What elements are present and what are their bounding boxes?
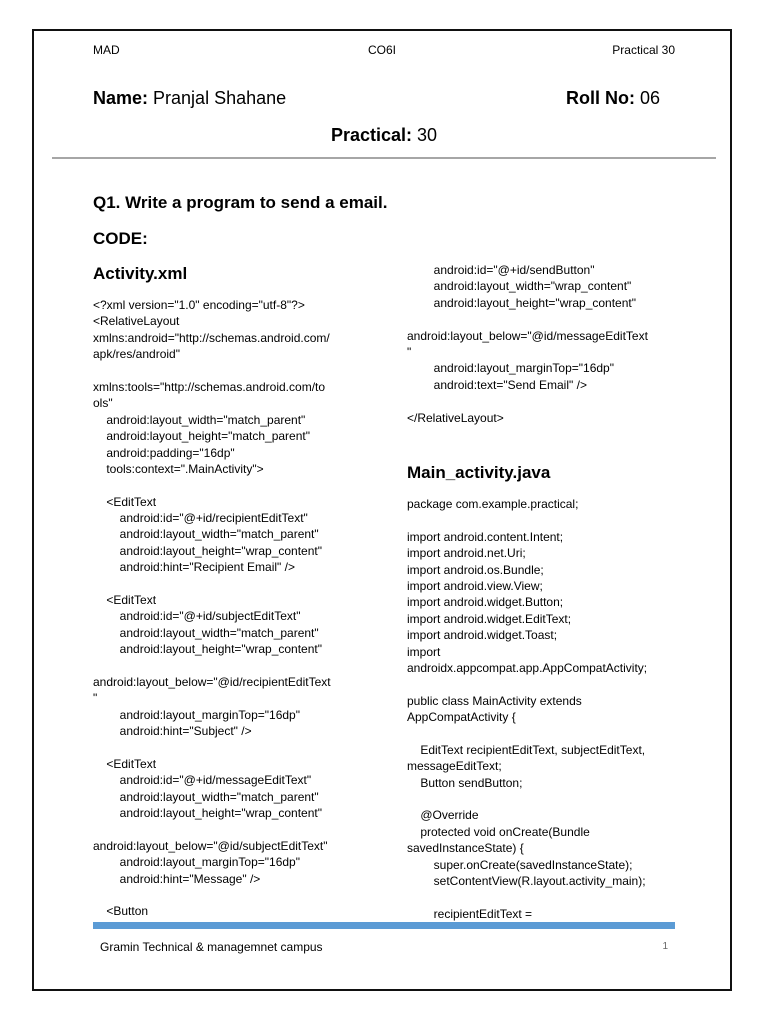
practical-label: Practical: [330,125,412,145]
code-line: android:id="@+id/subjectEditText" [93,609,301,624]
code-line: android:layout_marginTop="16dp" [93,855,300,870]
code-line: android:layout_marginTop="16dp" [407,361,614,376]
code-line [407,889,679,905]
code-line: import android.content.Intent; [407,529,564,544]
header-practical: Practical 30 [612,43,675,57]
code-line [93,576,365,592]
code-line: android:layout_marginTop="16dp" [93,707,300,722]
code-line: android:id="@+id/sendButton" [407,263,595,277]
code-line: android:layout_height="wrap_content" [93,806,323,821]
code-line: android:layout_below="@id/recipientEditText [93,674,331,689]
code-line: @Override [407,808,479,823]
code-line: android:layout_width="match_parent" [93,625,319,640]
code-line: android:padding="16dp" [93,445,235,460]
code-line [93,887,365,903]
code-line [93,477,365,493]
code-line: public class MainActivity extends [407,693,582,708]
header-class: CO6I [368,43,397,57]
question-heading: Q1. Write a program to send a email. [93,193,388,212]
code-line: messageEditText; [407,759,502,774]
code-line [407,791,679,807]
code-line: import android.os.Bundle; [407,562,544,577]
code-line: android:layout_width="match_parent" [93,412,306,427]
code-line [407,725,679,741]
code-line: android:hint="Message" /> [93,871,261,886]
header-subject: MAD [93,43,120,57]
code-line [93,363,365,379]
code-line: android:layout_below="@id/subjectEditText" [93,838,328,853]
code-line: import android.widget.EditText; [407,611,572,626]
code-line: import android.net.Uri; [407,546,526,561]
code-line [407,512,679,528]
code-line: savedInstanceState) { [407,841,524,856]
code-line: " [407,344,412,359]
code-line: <EditText [93,494,157,509]
xml-code-left [93,297,365,920]
code-line: android:hint="Subject" /> [93,724,252,739]
code-line: <RelativeLayout [93,314,180,329]
code-line: EditText recipientEditText, subjectEditText, [407,742,646,757]
code-line: </RelativeLayout> [407,410,504,425]
roll-value: 06 [634,88,660,108]
code-line: android:text="Send Email" /> [407,377,587,392]
code-line: setContentView(R.layout.activity_main); [407,873,646,888]
code-line: Button sendButton; [407,775,523,790]
code-line: import android.widget.Toast; [407,628,558,643]
java-section-title: Main_activity.java [407,463,551,482]
code-line: AppCompatActivity { [407,710,516,725]
code-line: xmlns:tools="http://schemas.android.com/to [93,379,326,394]
code-line: super.onCreate(savedInstanceState); [407,857,633,872]
code-line: <EditText [93,593,157,608]
code-line: android:id="@+id/recipientEditText" [93,511,308,526]
name-value: Pranjal Shahane [148,88,287,108]
name-label: Name: [93,88,149,108]
footer-bar [93,922,675,929]
code-line: " [93,691,98,706]
code-line: android:layout_width="wrap_content" [407,279,632,294]
practical-value: 30 [412,125,438,145]
code-line: android:layout_below="@id/messageEditText [407,328,648,343]
code-line: <Button [93,904,149,919]
code-line: android:layout_height="wrap_content" [93,543,323,558]
roll-number [566,88,660,109]
code-line: apk/res/android" [93,347,180,362]
code-line: tools:context=".MainActivity"> [93,461,264,476]
code-line [407,393,679,409]
code-line: recipientEditText = [407,906,533,921]
java-code [407,496,679,922]
code-line: package com.example.practical; [407,497,579,511]
student-name [93,88,286,109]
code-line [93,740,365,756]
code-line: <?xml version="1.0" encoding="utf-8"?> [93,298,305,312]
code-line: <EditText [93,756,157,771]
code-line: android:layout_height="match_parent" [93,429,310,444]
code-line: android:hint="Recipient Email" /> [93,560,295,575]
code-line: android:layout_height="wrap_content" [93,642,323,657]
code-heading: CODE: [93,229,148,248]
xml-code-right [407,262,679,426]
footer-campus: Gramin Technical & managemnet campus [100,940,323,954]
code-line: android:layout_width="match_parent" [93,789,319,804]
code-line: android:id="@+id/messageEditText" [93,773,312,788]
page-number: 1 [662,941,668,952]
code-line: import android.view.View; [407,578,543,593]
code-line [93,658,365,674]
code-line: import android.widget.Button; [407,595,564,610]
code-line [407,311,679,327]
code-line: android:layout_width="match_parent" [93,527,319,542]
code-line: ols" [93,396,113,411]
practical-number [0,125,768,146]
code-line: androidx.appcompat.app.AppCompatActivity; [407,660,648,675]
code-line [407,676,679,692]
xml-section-title: Activity.xml [93,264,188,283]
code-line: android:layout_height="wrap_content" [407,295,637,310]
code-line: import [407,644,441,659]
roll-label: Roll No: [565,88,635,108]
code-line: protected void onCreate(Bundle [407,824,590,839]
code-line: xmlns:android="http://schemas.android.com/ [93,330,330,345]
code-line [93,822,365,838]
header-divider [52,157,716,159]
